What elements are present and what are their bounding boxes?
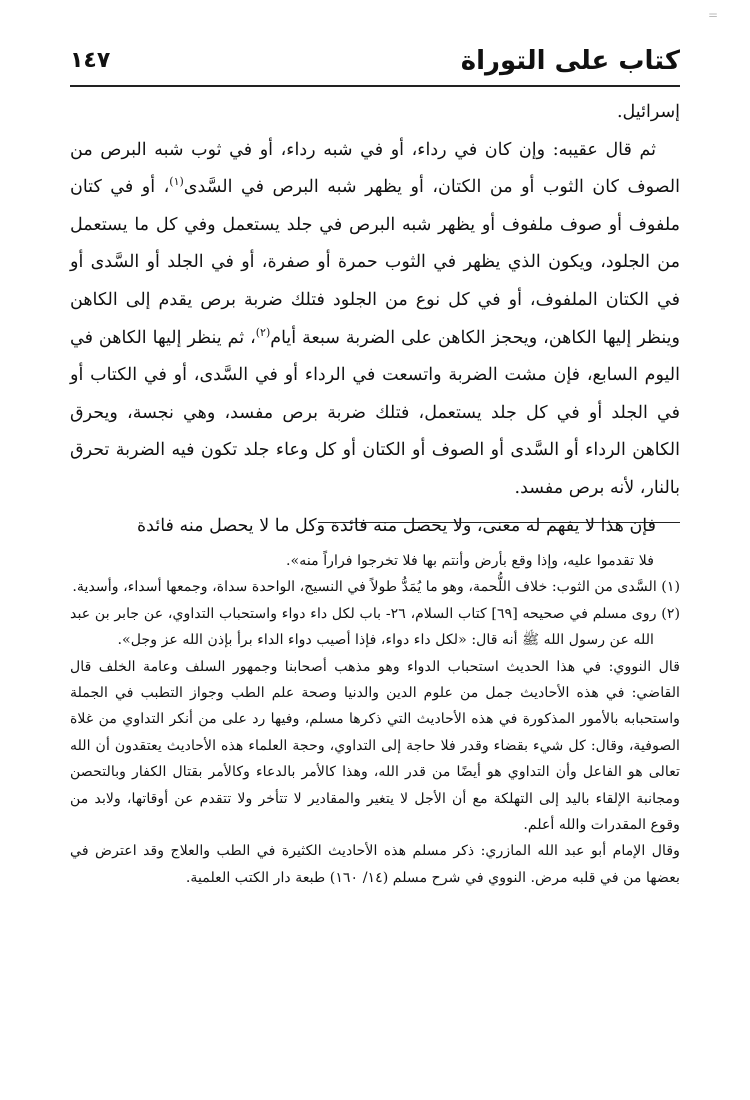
footnote-ref-1: (١) bbox=[169, 175, 184, 189]
running-title: كتاب على التوراة bbox=[460, 46, 680, 76]
page-header bbox=[70, 44, 680, 84]
paragraph-quote bbox=[70, 132, 680, 508]
footnote-nawawi: قال النووي: في هذا الحديث استحباب الدواء وهو مذهب أصحابنا وجمهور السلف وعامة الخلف قال القاضي: في هذه الأحاديث جمل من علوم الدين والدنيا وصحة علم الطب وجواز التطبب في الجملة واستحبابه بالأمور المذكورة في هذه الأحاديث التي ذكرها مسلم، وفيها رد على من أنكر التداوي من غلاة الصوفية، وقال: كل شيء بقضاء وقدر فلا حاجة إلى التداوي، وحجة العلماء هذه الأحاديث يعتقدون أن الله تعالى هو الفاعل وأن التداوي هو أيضًا من قدر الله، وهذا كالأمر بالدعاء وكالأمر بقتال الكفار وبالتحصن ومجانبة الإلقاء باليد إلى التهلكة مع أن الأجل لا يتغير والمقادير لا تتأخر ولا تتقدم عن أوقاتها، ولابد من وقوع المقدرات والله أعلم. bbox=[70, 658, 680, 834]
main-text bbox=[70, 94, 680, 545]
quote-part-3: ، ثم ينظر إليها الكاهن في اليوم السابع، فإن مشت الضربة واتسعت في الرداء أو في السَّدى، أو في الكتاب أو في الجلد أو في كل جلد يستعمل، فتلك ضربة برص مفسد، وهي نجسة، ويحرق الكاهن الرداء أو السَّدى أو الصوف أو الكتان أو كل وعاء جلد تكون فيه الضربة تحرق بالنار، لأنه برص مفسد. bbox=[70, 327, 680, 498]
footnote-mazari: وقال الإمام أبو عبد الله المازري: ذكر مسلم هذه الأحاديث الكثيرة في الطب والعلاج وقد اعترض في بعضها من في قلبه مرض. النووي في شرح مسلم (١٤/ ١٦٠) طبعة دار الكتب العلمية. bbox=[70, 843, 680, 886]
corner-mark: = bbox=[708, 8, 719, 22]
paragraph-commentary: فإن هذا لا يفهم له معنى، ولا يحصل منه فائدة وكل ما لا يحصل منه فائدة bbox=[137, 515, 656, 536]
footnote-separator bbox=[318, 522, 680, 523]
footnotes bbox=[70, 548, 680, 891]
footnote-1: (١) السَّدى من الثوب: خلاف اللُّحمة، وهو ما يُمَدُّ طولاً في النسيج، الواحدة سداة، وجمعها أسداء، وأسدية. bbox=[72, 579, 680, 596]
footnote-2: (٢) روى مسلم في صحيحه [٦٩] كتاب السلام، ٢٦- باب لكل داء دواء واستحباب التداوي، عن جابر بن عبد الله عن رسول الله ﷺ أنه قال: «لكل داء دواء، فإذا أصيب دواء الداء برأ بإذن الله عز وجل». bbox=[70, 605, 680, 649]
footnote-ref-2: (٢) bbox=[255, 325, 271, 339]
text-line-israel: إسرائيل. bbox=[616, 102, 680, 122]
footnote-continuation: فلا تقدموا عليه، وإذا وقع بأرض وأنتم بها فلا تخرجوا فراراً منه». bbox=[286, 553, 654, 569]
page-number: ١٤٧ bbox=[70, 48, 111, 73]
quote-part-1: ثم قال عقيبه: وإن كان في رداء، أو في شبه رداء، أو في ثوب شبه البرص من الصوف كان الثوب أو من الكتان، أو يظهر شبه البرص في السَّدى bbox=[70, 139, 680, 198]
quote-part-2: ، أو في كتان ملفوف أو صوف ملفوف أو يظهر شبه البرص في جلد يستعمل وفي كل ما يستعمل من الجلود، ويكون الذي يظهر في الثوب حمرة أو صفرة، أو في الجلد أو السَّدى أو في الكتان الملفوف، أو في كل نوع من الجلود فتلك ضربة برص يقدم إلى الكاهن وينظر إليها الكاهن، ويحجز الكاهن على الضربة سبعة أيام bbox=[70, 177, 680, 348]
header-rule bbox=[70, 85, 680, 87]
